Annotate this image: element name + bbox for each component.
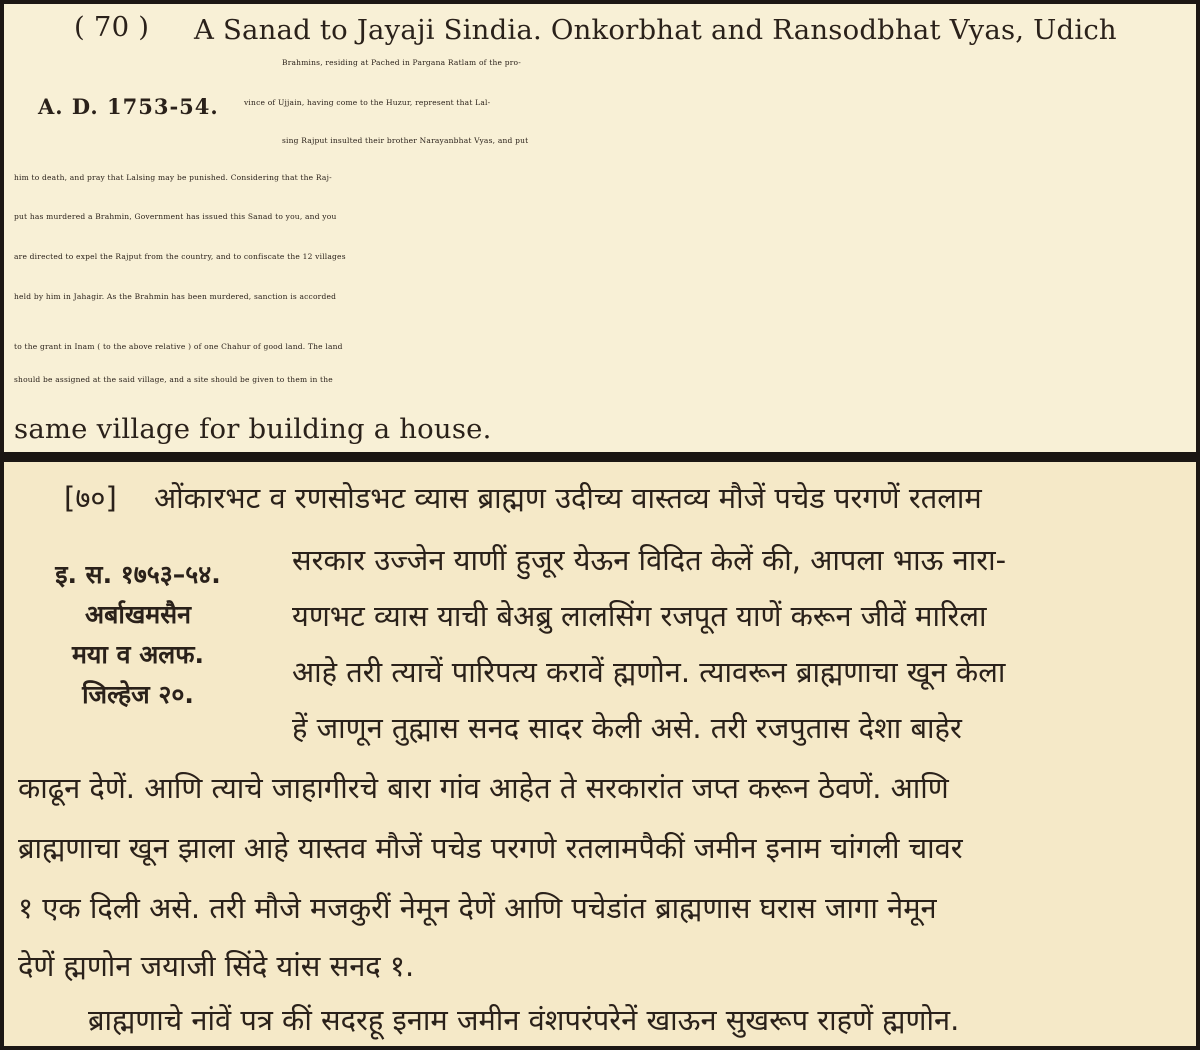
marathi-line-1: ओंकारभट व रणसोडभट व्यास ब्राह्मण उदीच्य वास्तव्य मौजें पचेड परगणें रतलाम (154, 481, 982, 515)
marathi-line-5: हें जाणून तुह्मास सनद सादर केली असे. तरी रजपुतास देशा बाहेर (292, 711, 962, 745)
marathi-side-year: अर्बाखमसैन (84, 600, 192, 629)
english-translation-panel (0, 0, 1200, 458)
english-line-6: put has murdered a Brahmin, Government has issued this Sanad to you, and you (14, 212, 337, 221)
english-line-2: Brahmins, residing at Pached in Pargana Ratlam of the pro- (282, 58, 521, 67)
marathi-original-panel (0, 458, 1200, 1050)
panel-separator (0, 452, 1200, 460)
english-line-8: held by him in Jahagir. As the Brahmin has been murdered, sanction is accorded (14, 292, 337, 301)
english-date: A. D. 1753-54. (38, 94, 219, 119)
english-line-5: him to death, and pray that Lalsing may be punished. Considering that the Raj- (14, 173, 332, 182)
english-line-7: are directed to expel the Rajput from the country, and to confiscate the 12 villages (14, 252, 346, 261)
marathi-line-10: ब्राह्मणाचे नांवें पत्र कीं सदरहू इनाम जमीन वंशपरंपरेनें खाऊन सुखरूप राहणें ह्मणोन. (88, 1003, 960, 1037)
english-line-9: to the grant in Inam ( to the above relative ) of one Chahur of good land. The land (14, 342, 343, 351)
english-line-11: same village for building a house. (14, 413, 492, 445)
english-line-4: sing Rajput insulted their brother Narayanbhat Vyas, and put (282, 136, 529, 145)
marathi-line-6: काढून देणें. आणि त्याचे जाहागीरचे बारा गांव आहेत ते सरकारांत जप्त करून ठेवणें. आणि (18, 771, 949, 805)
marathi-side-month: मया व अलफ. (71, 640, 205, 669)
marathi-line-2: सरकार उज्जेन याणीं हुजूर येऊन विदित केलें की, आपला भाऊ नारा- (292, 543, 1007, 577)
marathi-side-day: जिल्हेज २०. (82, 680, 194, 709)
marathi-line-8: १ एक दिली असे. तरी मौजे मजकुरीं नेमून देणें आणि पचेडांत ब्राह्मणास घरास जागा नेमून (18, 891, 937, 925)
entry-number: ( 70 ) (74, 11, 150, 43)
marathi-line-4: आहे तरी त्याचें पारिपत्य करावें ह्मणोन. त्यावरून ब्राह्मणाचा खून केला (292, 655, 1006, 689)
marathi-line-9: देणें ह्मणोन जयाजी सिंदे यांस सनद १. (18, 949, 415, 983)
marathi-line-3: यणभट व्यास याची बेअब्रु लालसिंग रजपूत याणें करून जीवें मारिला (292, 599, 987, 633)
marathi-entry-number: [७०] (64, 481, 117, 515)
marathi-side-date: इ. स. १७५३–५४. (55, 560, 221, 589)
marathi-line-7: ब्राह्मणाचा खून झाला आहे यास्तव मौजें पचेड परगणे रतलामपैकीं जमीन इनाम चांगली चावर (18, 831, 963, 865)
english-line-1: A Sanad to Jayaji Sindia. Onkorbhat and Ransodbhat Vyas, Udich (194, 14, 1117, 46)
english-line-10: should be assigned at the said village, and a site should be given to them in the (14, 375, 333, 384)
english-line-3: vince of Ujjain, having come to the Huzur, represent that Lal- (244, 98, 491, 107)
